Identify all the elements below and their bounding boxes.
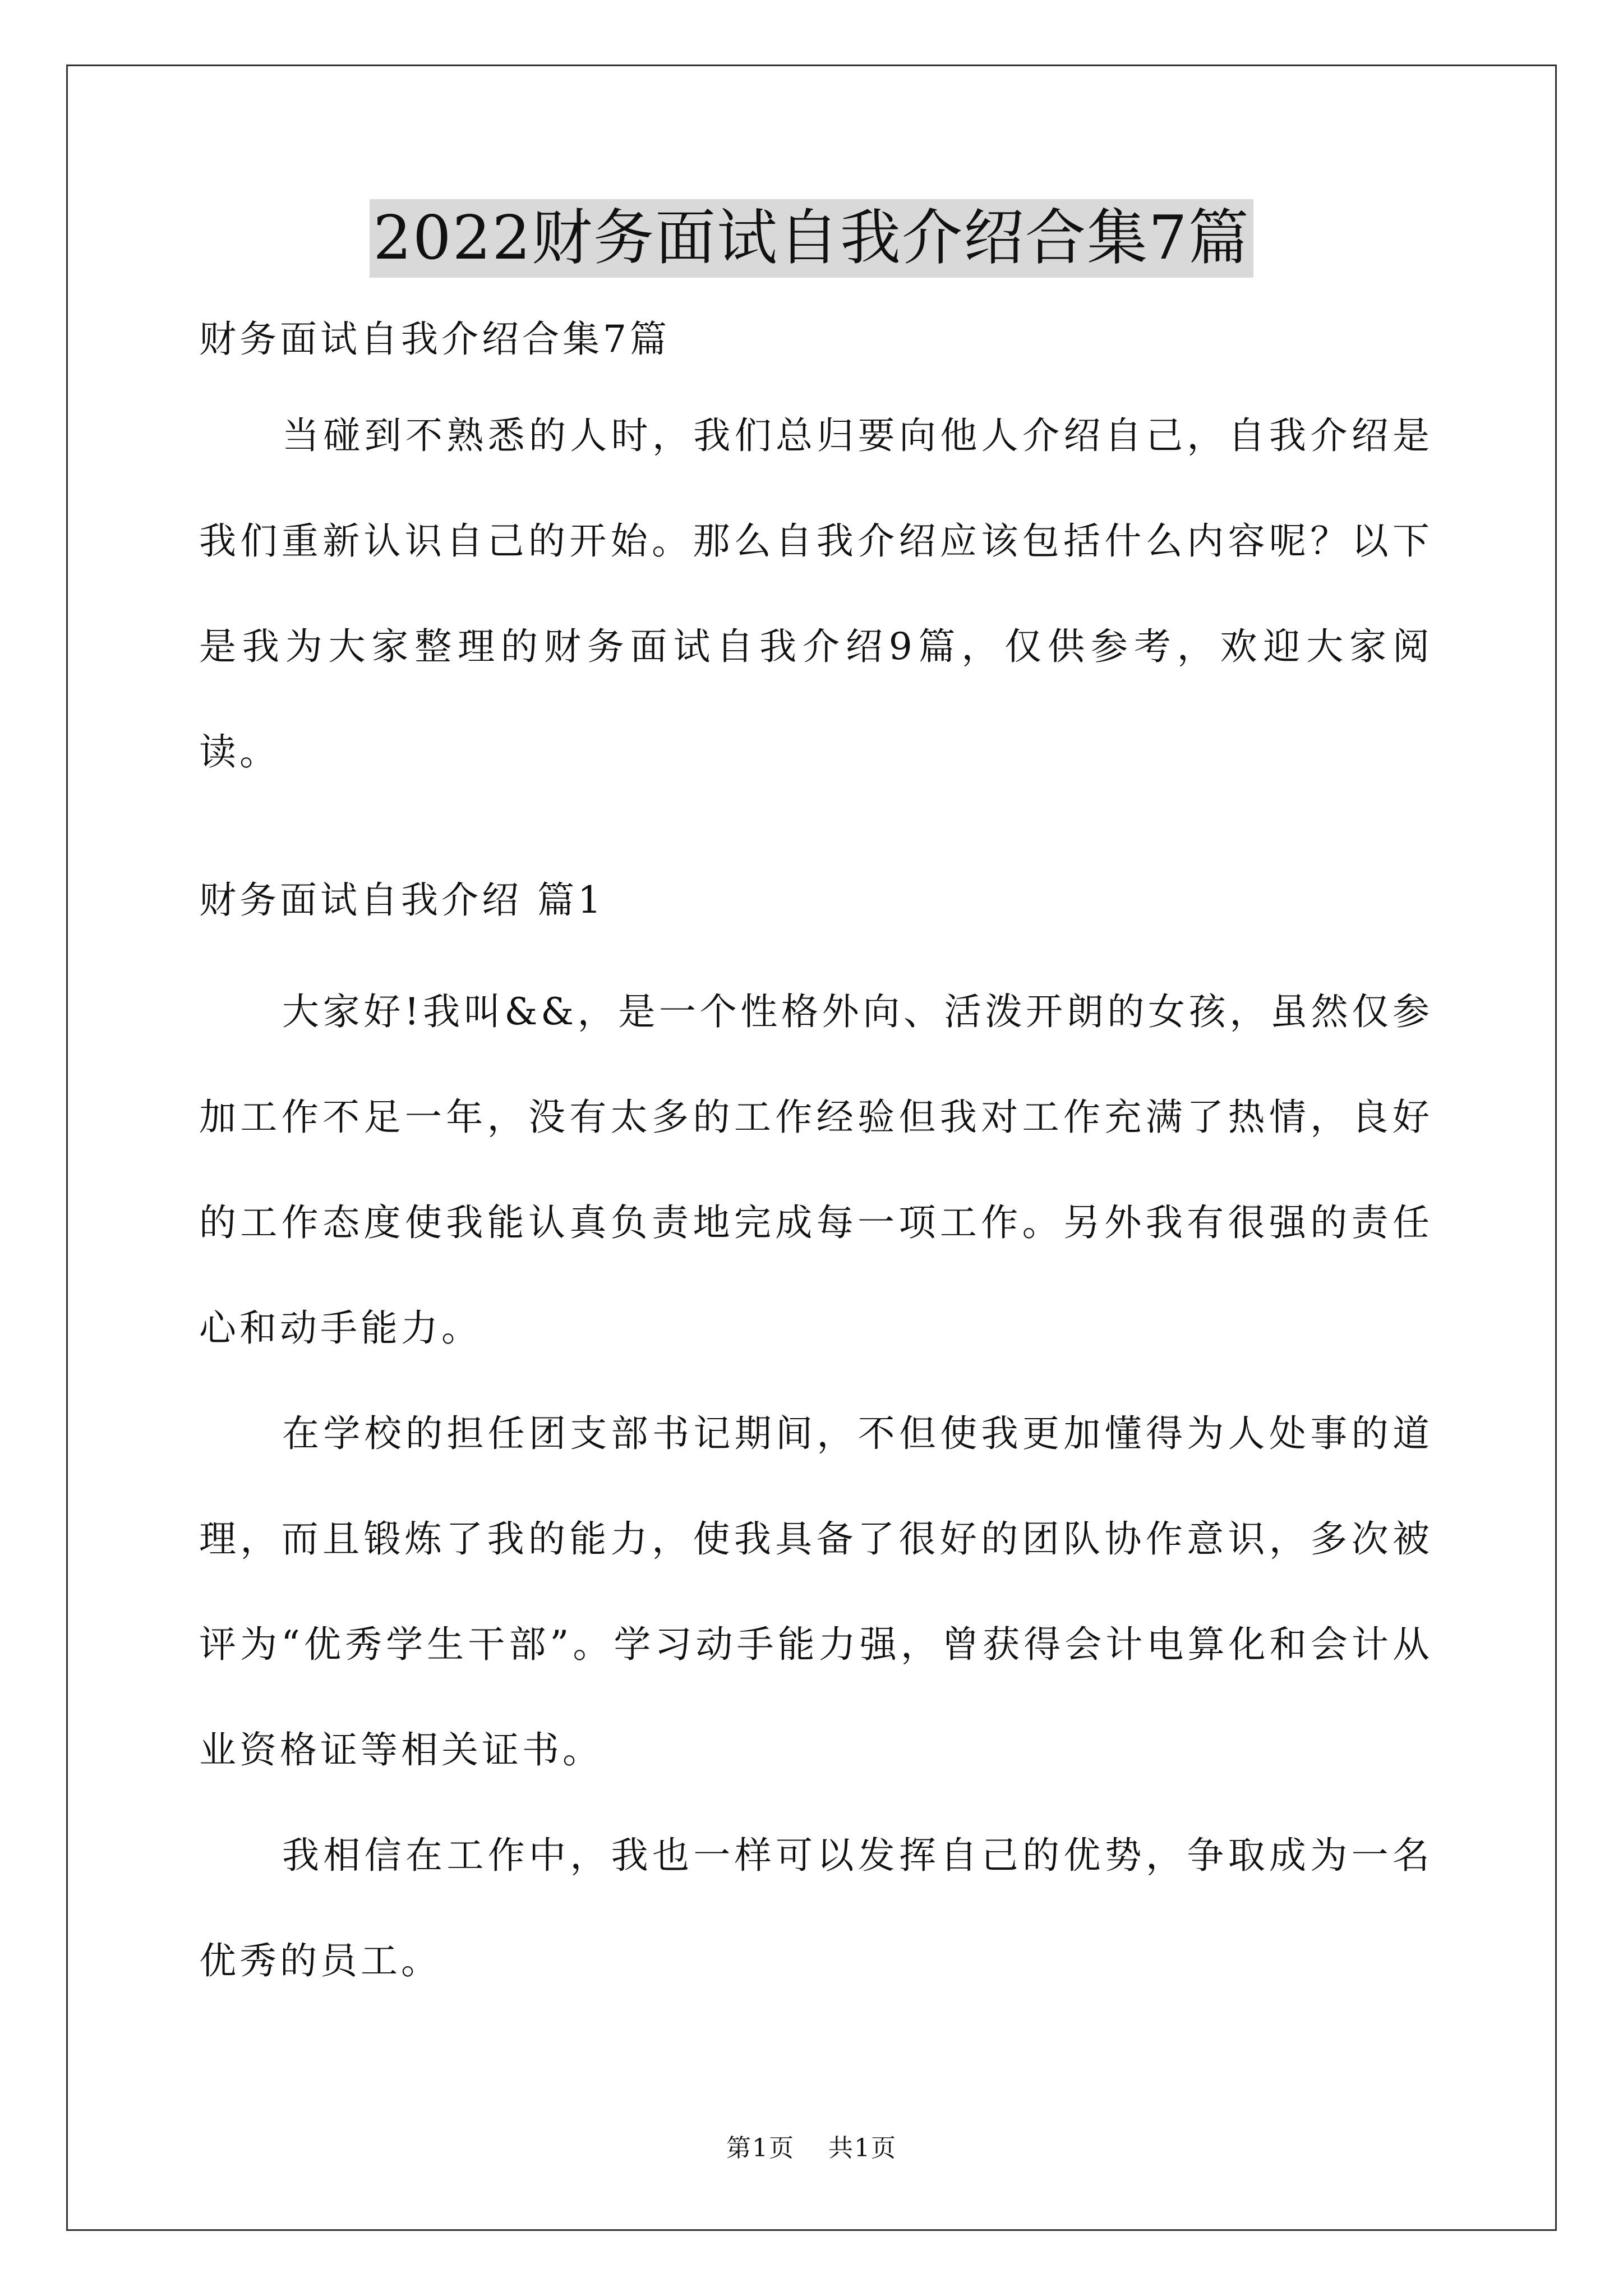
body-paragraph: 在学校的担任团支部书记期间，不但使我更加懂得为人处事的道理，而且锻炼了我的能力，使我具备了很好的团队协作意识，多次被评为“优秀学生干部”。学习动手能力强，曾获得会计电算化和会计从业资格证等相关证书。 [199, 1412, 1433, 1772]
body-paragraph: 大家好!我叫&&，是一个性格外向、活泼开朗的女孩，虽然仅参加工作不足一年，没有太多的工作经验但我对工作充满了热情，良好的工作态度使我能认真负责地完成每一项工作。另外我有很强的责任心和动手能力。 [199, 990, 1433, 1350]
section-heading: 财务面试自我介绍 篇1 [199, 878, 605, 922]
page-footer [0, 2132, 1623, 2165]
intro-paragraph: 当碰到不熟悉的人时，我们总归要向他人介绍自己，自我介绍是我们重新认识自己的开始。那么自我介绍应该包括什么内容呢？以下是我为大家整理的财务面试自我介绍9篇，仅供参考，欢迎大家阅读。 [199, 414, 1433, 774]
title-container [0, 199, 1623, 278]
document-subtitle: 财务面试自我介绍合集7篇 [199, 318, 670, 361]
page-number: 第1页 [726, 2134, 795, 2162]
page-total: 共1页 [828, 2134, 897, 2162]
body-paragraph: 我相信在工作中，我也一样可以发挥自己的优势，争取成为一名优秀的员工。 [199, 1834, 1433, 1982]
document-title: 2022财务面试自我介绍合集7篇 [370, 199, 1253, 278]
document-body [199, 311, 1433, 2014]
